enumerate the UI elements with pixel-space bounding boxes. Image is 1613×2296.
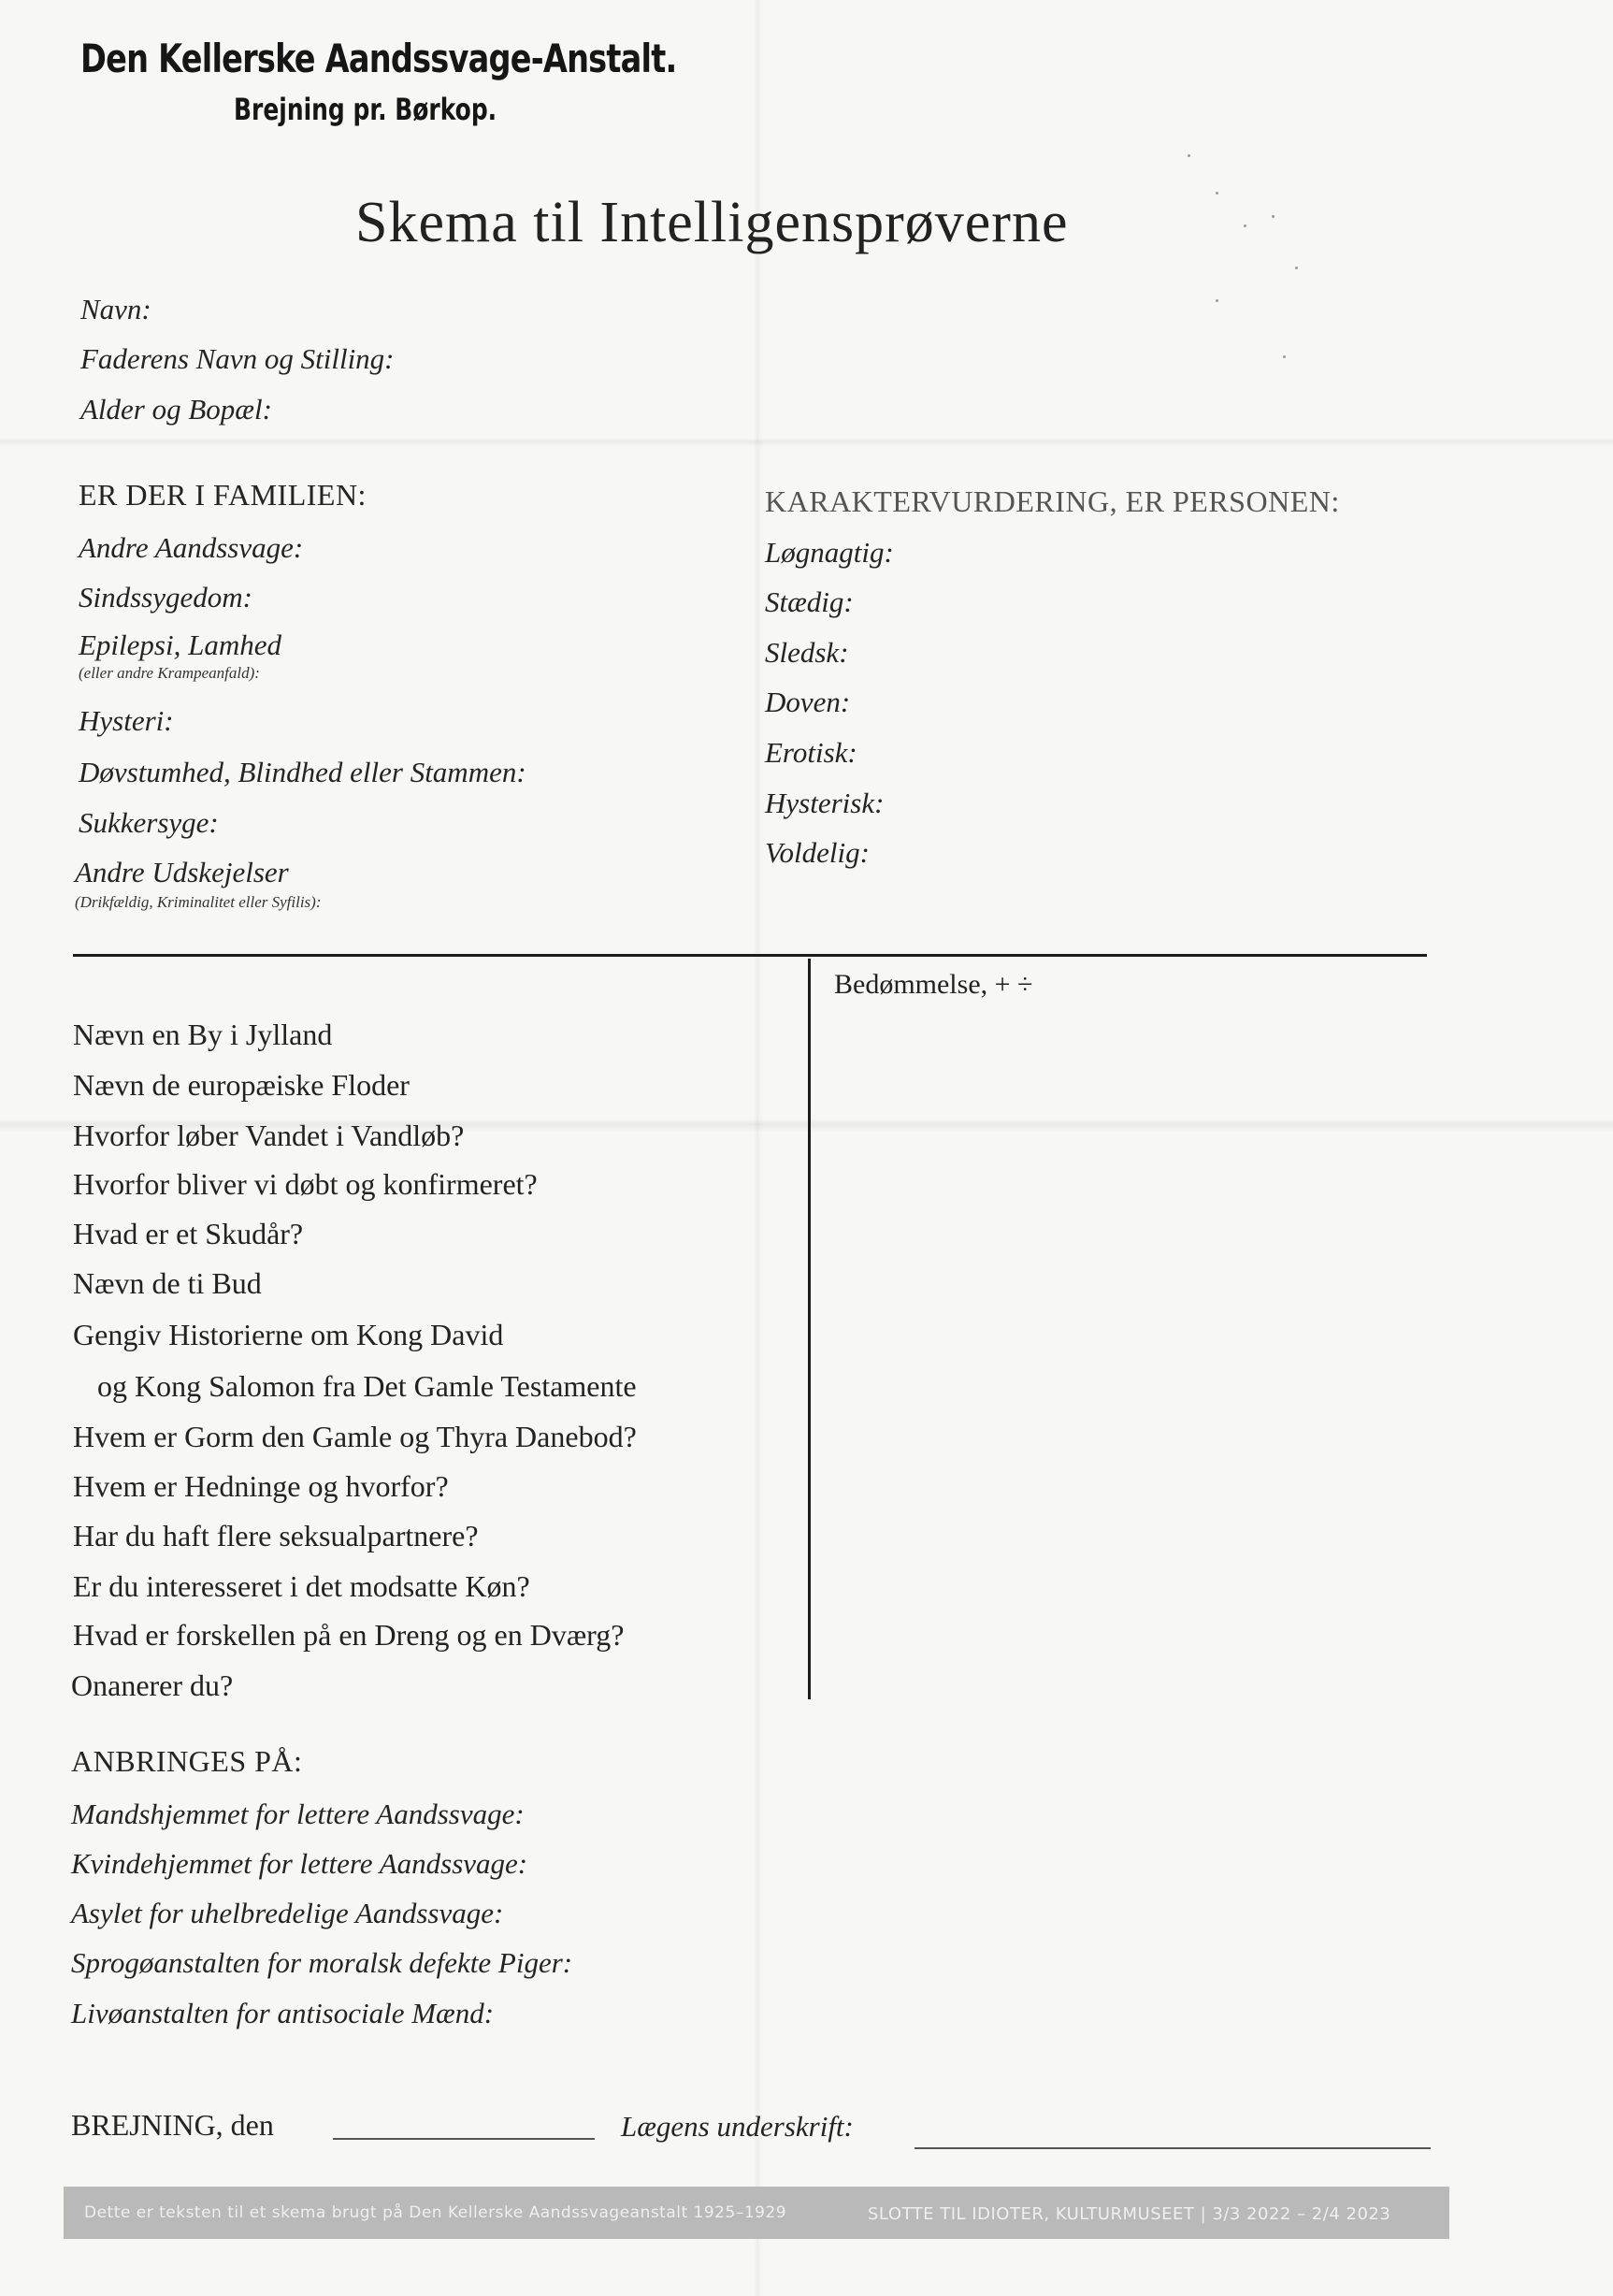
karakter-item: Hysterisk: [765,787,885,819]
familien-item: Andre Udskejelser [75,856,289,888]
question-item: Nævn de ti Bud [73,1266,262,1300]
footer-right-text: SLOTTE TIL IDIOTER, KULTURMUSEET | 3/3 2022 – 2/4 2023 [868,2204,1391,2224]
familien-item: Sindssygedom: [79,581,252,614]
karakter-item: Erotisk: [765,736,857,769]
anbringes-item: Sprogøanstalten for moralsk defekte Piger: [71,1946,573,1979]
bedommelse-label: Bedømmelse, + ÷ [834,969,1033,1000]
anbringes-item: Mandshjemmet for lettere Aandssvage: [71,1798,525,1830]
familien-item: Sukkersyge: [79,806,219,839]
laegens-label: Lægens underskrift: [621,2110,854,2143]
familien-note: (eller andre Krampeanfald): [79,664,260,682]
footer-left-text: Dette er teksten til et skema brugt på Den Kellerske Aandssvageanstalt 1925–1929 [84,2203,787,2222]
form-title: Skema til Intelligensprøverne [355,191,1069,254]
familien-item: Epilepsi, Lamhed [79,628,281,661]
karakter-item: Doven: [765,686,851,718]
question-item: og Kong Salomon fra Det Gamle Testamente [97,1369,637,1403]
karakter-item: Voldelig: [765,836,870,869]
anbringes-heading: ANBRINGES PÅ: [71,1744,303,1778]
familien-heading: ER DER I FAMILIEN: [79,478,367,512]
question-item: Hvem er Hedninge og hvorfor? [73,1469,449,1503]
speck [1244,224,1246,227]
signature-line [915,2147,1431,2149]
table-divider [808,959,811,1699]
question-item: Er du interesseret i det modsatte Køn? [73,1569,530,1603]
familien-item: Andre Aandssvage: [79,531,304,564]
karakter-heading: KARAKTERVURDERING, ER PERSONEN: [765,484,1340,518]
karakter-item: Sledsk: [765,636,849,669]
question-item: Onanerer du? [71,1668,234,1702]
table-top-rule [73,954,1427,957]
familien-item: Døvstumhed, Blindhed eller Stammen: [79,756,526,788]
speck [1283,355,1286,358]
anbringes-item: Livøanstalten for antisociale Mænd: [71,1997,495,2029]
karakter-item: Stædig: [765,585,854,618]
karakter-item: Løgnagtig: [765,536,894,569]
speck [1272,215,1275,218]
question-item: Hvem er Gorm den Gamle og Thyra Danebod? [73,1420,637,1453]
question-item: Nævn de europæiske Floder [73,1068,410,1102]
institution-place: Brejning pr. Børkop. [234,92,497,127]
familien-note: (Drikfældig, Kriminalitet eller Syfilis): [75,893,322,911]
speck [1216,299,1218,302]
question-item: Hvorfor bliver vi døbt og konfirmeret? [73,1167,538,1201]
question-item: Hvorfor løber Vandet i Vandløb? [73,1119,465,1152]
speck [1188,154,1190,157]
brejning-label: BREJNING, den [71,2108,274,2142]
field-alder: Alder og Bopæl: [80,393,272,426]
question-item: Nævn en By i Jylland [73,1018,333,1051]
question-item: Hvad er forskellen på en Dreng og en Dværg? [73,1618,625,1652]
familien-item: Hysteri: [79,704,174,737]
field-navn: Navn: [80,293,151,325]
date-line [333,2138,595,2140]
speck [1295,267,1298,269]
institution-name: Den Kellerske Aandssvage-Anstalt. [80,36,677,81]
question-item: Gengiv Historierne om Kong David [73,1318,504,1351]
speck [1216,192,1218,195]
anbringes-item: Kvindehjemmet for lettere Aandssvage: [71,1847,528,1880]
anbringes-item: Asylet for uhelbredelige Aandssvage: [71,1897,504,1929]
field-faderens: Faderens Navn og Stilling: [80,342,395,375]
question-item: Har du haft flere seksualpartnere? [73,1519,479,1552]
question-item: Hvad er et Skudår? [73,1217,304,1250]
